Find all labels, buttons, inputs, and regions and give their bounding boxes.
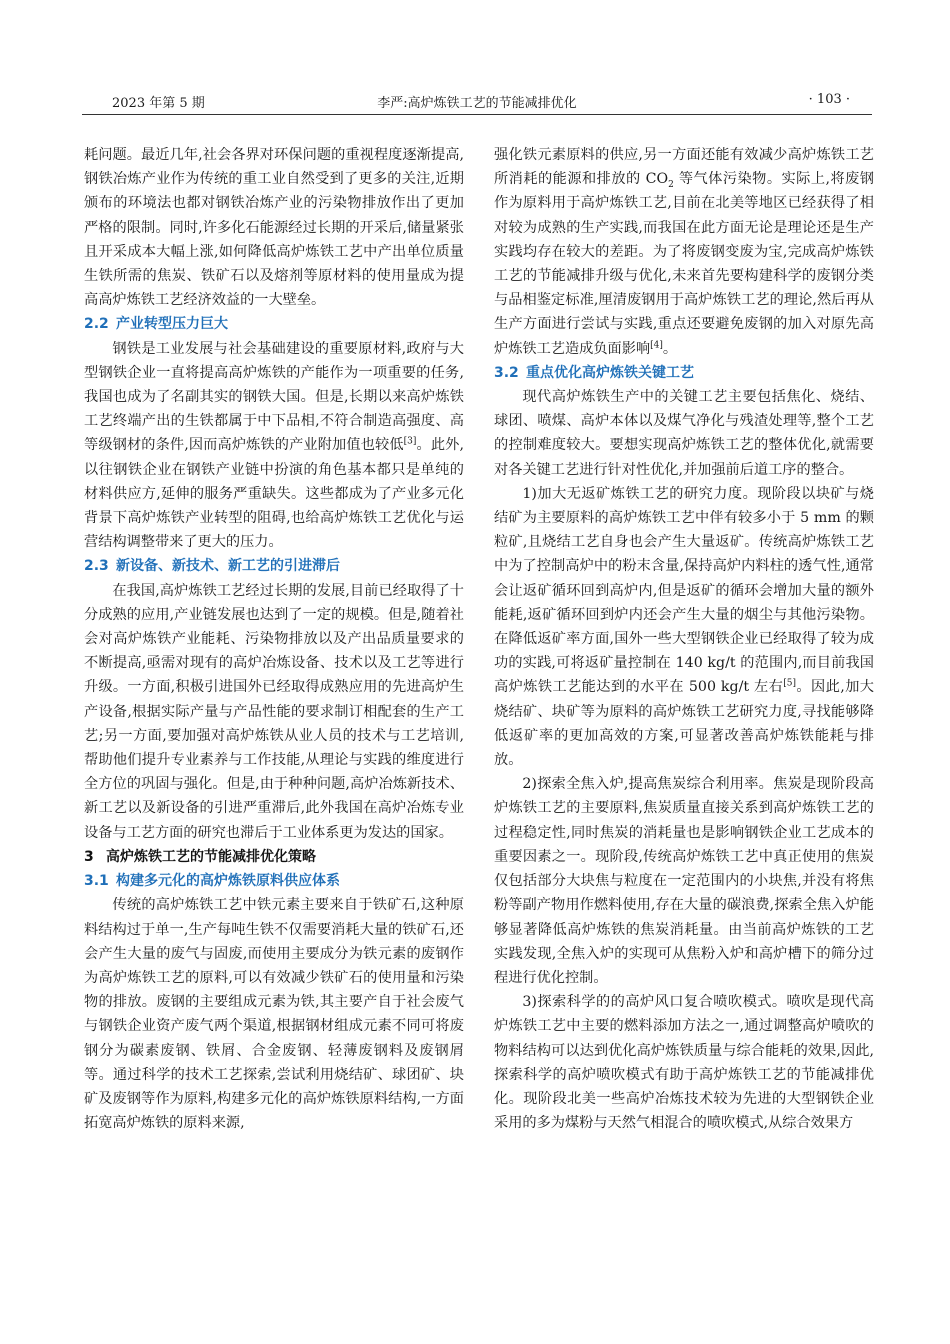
paragraph: 3)探索科学的的高炉风口复合喷吹模式。喷吹是现代高炉炼铁工艺中主要的燃料添加方法之一,通过调整高炉喷吹的物料结构可以达到优化高炉炼铁质量与综合能耗的效果,因此,探索科学的高炉喷吹模式有助于高炉炼铁工艺的节能减排优化。现阶段北美一些高炉冶炼技术较为先进的大型钢铁企业采用的多为煤粉与天然气相混合的喷吹模式,从综合效果方: [494, 994, 874, 1132]
paragraph: [494, 143, 874, 361]
page-number: · 103 ·: [808, 92, 850, 107]
paragraph: [84, 337, 464, 555]
section-number: 3: [84, 848, 94, 865]
running-header: [82, 92, 872, 114]
right-column: [494, 143, 874, 1135]
citation: [5]: [783, 678, 796, 689]
running-title: 李严:高炉炼铁工艺的节能减排优化: [377, 96, 577, 111]
paragraph: 传统的高炉炼铁工艺中铁元素主要来自于铁矿石,这种原料结构过于单一,生产每吨生铁不仅需要消耗大量的铁矿石,还会产生大量的废气与固废,而使用主要成分为铁元素的废钢作为高炉炼铁工艺的原料,可以有效减少铁矿石的使用量和污染物的排放。废钢的主要组成元素为铁,其主要产自于社会废气与钢铁企业资产废气两个渠道,根据钢材组成元素不同可将废钢分为碳素废钢、铁屑、合金废钢、轻薄废钢料及废钢屑等。通过科学的技术工艺探索,尝试利用烧结矿、球团矿、块矿及废钢等作为原料,构建多元化的高炉炼铁原料结构,一方面拓宽高炉炼铁的原料来源,: [84, 897, 464, 1132]
section-number: 3.2: [494, 364, 519, 381]
citation: [3]: [403, 436, 417, 447]
citation: [4]: [650, 339, 663, 350]
section-heading-2-3: [84, 554, 464, 578]
paragraph: [494, 482, 874, 772]
section-number: 2.3: [84, 558, 109, 575]
paragraph-text: 。此外,以往钢铁企业在钢铁产业链中扮演的角色基本都只是单纯的材料供应方,延伸的服务严重缺失。这些都成为了产业多元化背景下高炉炼铁产业转型的阻碍,也给高炉炼铁工艺优化与运营结构调整带来了更大的压力。: [84, 437, 465, 551]
paragraph-text: 强化铁元素原料的供应,另一方面还能有效减少高炉炼铁工艺所消耗的能源和排放的 CO: [494, 147, 874, 188]
section-number: 3.1: [84, 873, 109, 890]
paragraph: 现代高炉炼铁生产中的关键工艺主要包括焦化、烧结、球团、喷煤、高炉本体以及煤气净化与残渣处理等,整个工艺的控制难度较大。要想实现高炉炼铁工艺的整体优化,就需要对各关键工艺进行针对性优化,并加强前后道工序的整合。: [494, 389, 874, 478]
paragraph: 2)探索全焦入炉,提高焦炭综合利用率。焦炭是现阶段高炉炼铁工艺的主要原料,焦炭质量直接关系到高炉炼铁工艺的过程稳定性,同时焦炭的消耗量也是影响钢铁企业工艺成本的重要因素之一。现阶段,传统高炉炼铁工艺中真正使用的焦炭仅包括部分大块焦与粒度在一定范围内的小块焦,并没有将焦粉等副产物用作燃料使用,存在大量的碳浪费,探索全焦入炉能够显著降低高炉炼铁的焦炭消耗量。由当前高炉炼铁的工艺实践发现,全焦入炉的实现可从焦粉入炉和高炉槽下的筛分过程进行优化控制。: [494, 776, 874, 986]
paragraph-text: 等气体污染物。实际上,将废钢作为原料用于高炉炼铁工艺,目前在北美等地区已经获得了相对较为成熟的生产实践,而我国在此方面无论是理论还是生产实践均存在较大的差距。为了将废钢变废为宝,完成高炉炼铁工艺的节能减排升级与优化,未来首先要构建科学的废钢分类与品相鉴定标准,厘清废钢用于高炉炼铁工艺的理论,然后再从生产方面进行尝试与实践,重点还要避免废钢的加入对原先高炉炼铁工艺造成负面影响: [494, 171, 874, 357]
paragraph-text: 。: [662, 340, 678, 357]
section-title: 构建多元化的高炉炼铁原料供应体系: [116, 873, 340, 890]
section-heading-3: [84, 845, 464, 869]
subscript: 2: [668, 180, 674, 191]
paragraph: 耗问题。最近几年,社会各界对环保问题的重视程度逐渐提高,钢铁冶炼产业作为传统的重工业自然受到了更多的关注,近期颁布的环境法也都对钢铁冶炼产业的污染物排放作出了更加严格的限制。同时,许多化石能源经过长期的开采后,储量紧张且开采成本大幅上涨,如何降低高炉炼铁工艺中产出单位质量生铁所需的焦炭、铁矿石以及熔剂等原材料的使用量成为提高高炉炼铁工艺经济效益的一大壁垒。: [84, 147, 464, 309]
journal-issue: 2023 年第 5 期: [112, 96, 205, 111]
paragraph-text: 1)加大无返矿炼铁工艺的研究力度。现阶段以块矿与烧结矿为主要原料的高炉炼铁工艺中伴有较多小于 5 mm 的颗粒矿,且烧结工艺自身也会产生大量返矿。传统高炉炼铁工艺中为了控制高炉中的粉末含量,保持高炉内料柱的透气性,通常会让返矿循环回到高炉内,但是返矿的循环会增加大量的额外能耗,返矿循环回到炉内还会产生大量的烟尘与其他污染物。在降低返矿率方面,国外一些大型钢铁企业已经取得了较为成功的实践,可将返矿量控制在 140 kg/t 的范围内,而目前我国高炉炼铁工艺能达到的水平在 500 kg/t 左右: [494, 485, 874, 696]
section-heading-3-1: [84, 869, 464, 893]
paragraph-text: 。因此,加大烧结矿、块矿等为原料的高炉炼铁工艺研究力度,寻找能够降低返矿率的更加高效的方案,可显著改善高炉炼铁能耗与排放。: [494, 679, 874, 769]
section-heading-3-2: [494, 361, 874, 385]
left-column: [84, 143, 464, 1135]
section-title: 重点优化高炉炼铁关键工艺: [526, 364, 694, 381]
section-title: 产业转型压力巨大: [116, 316, 228, 333]
paragraph-text: 钢铁是工业发展与社会基础建设的重要原材料,政府与大型钢铁企业一直将提高高炉炼铁的产能作为一项重要的任务,我国也成为了名副其实的钢铁大国。但是,长期以来高炉炼铁工艺终端产出的生铁都属于中下品相,不符合制造高强度、高等级钢材的条件,因而高炉炼铁的产业附加值也较低: [84, 340, 464, 454]
section-title: 新设备、新技术、新工艺的引进滞后: [116, 558, 340, 575]
paragraph: 在我国,高炉炼铁工艺经过长期的发展,目前已经取得了十分成熟的应用,产业链发展也达到了一定的规模。但是,随着社会对高炉炼铁产业能耗、污染物排放以及产出品质量要求的不断提高,亟需对现有的高炉冶炼设备、技术以及工艺等进行升级。一方面,积极引进国外已经取得成熟应用的先进高炉生产设备,根据实际产量与产品性能的要求制订相配套的生产工艺;另一方面,要加强对高炉炼铁从业人员的技术与工艺培训,帮助他们提升专业素养与工作技能,从理论与实践的维度进行全方位的巩固与强化。但是,由于种种问题,高炉冶炼新技术、新工艺以及新设备的引进严重滞后,此外我国在高炉冶炼专业设备与工艺方面的研究也滞后于工业体系更为发达的国家。: [84, 582, 464, 841]
header-rule: [82, 114, 872, 115]
section-heading-2-2: [84, 312, 464, 336]
section-title: 高炉炼铁工艺的节能减排优化策略: [106, 848, 316, 865]
section-number: 2.2: [84, 316, 109, 333]
